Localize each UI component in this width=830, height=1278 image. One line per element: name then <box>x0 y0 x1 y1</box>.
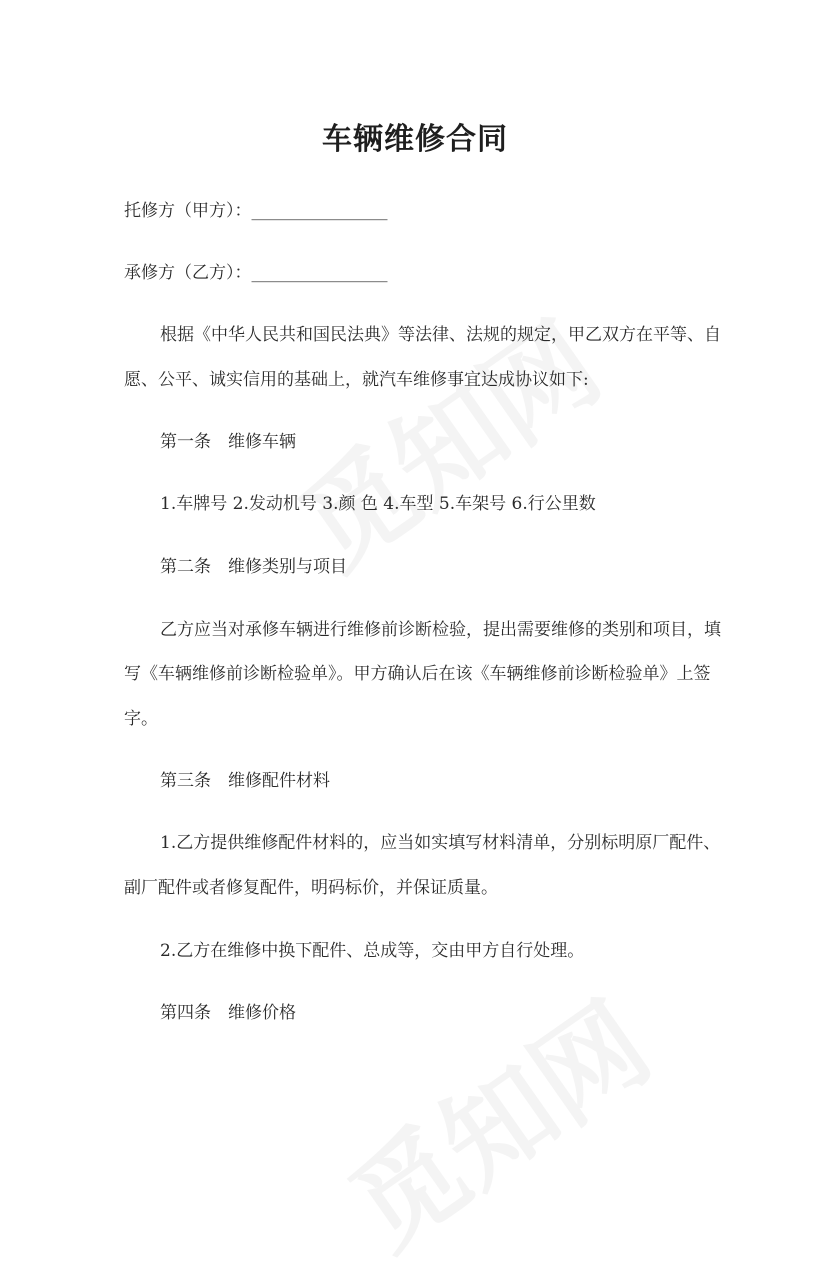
intro-paragraph-line: 根据《中华人民共和国民法典》等法律、法规的规定，甲乙双方在平等、自 <box>160 325 721 345</box>
article-heading: 第二条 维修类别与项目 <box>160 557 347 577</box>
party-a-line: 托修方（甲方）：________________ <box>124 201 388 221</box>
article-body-line: 1.乙方提供维修配件材料的，应当如实填写材料清单，分别标明原厂配件、 <box>160 833 721 853</box>
article-heading: 第四条 维修价格 <box>160 1003 296 1023</box>
article-body-line: 写《车辆维修前诊断检验单》。甲方确认后在该《车辆维修前诊断检验单》上签 <box>124 664 711 684</box>
article-body-line: 1.车牌号 2.发动机号 3.颜 色 4.车型 5.车架号 6.行公里数 <box>160 494 596 514</box>
party-b-line: 承修方（乙方）：________________ <box>124 263 388 283</box>
article-body-line: 副厂配件或者修复配件，明码标价，并保证质量。 <box>124 878 498 898</box>
article-heading: 第三条 维修配件材料 <box>160 771 330 791</box>
article-body-line: 乙方应当对承修车辆进行维修前诊断检验，提出需要维修的类别和项目，填 <box>160 620 721 640</box>
watermark <box>315 960 676 1278</box>
document-title: 车辆维修合同 <box>322 122 508 157</box>
article-body-line: 字。 <box>124 709 158 729</box>
article-heading: 第一条 维修车辆 <box>160 432 296 452</box>
article-body-line: 2.乙方在维修中换下配件、总成等，交由甲方自行处理。 <box>160 941 585 961</box>
intro-paragraph-line: 愿、公平、诚实信用的基础上，就汽车维修事宜达成协议如下: <box>124 370 589 390</box>
